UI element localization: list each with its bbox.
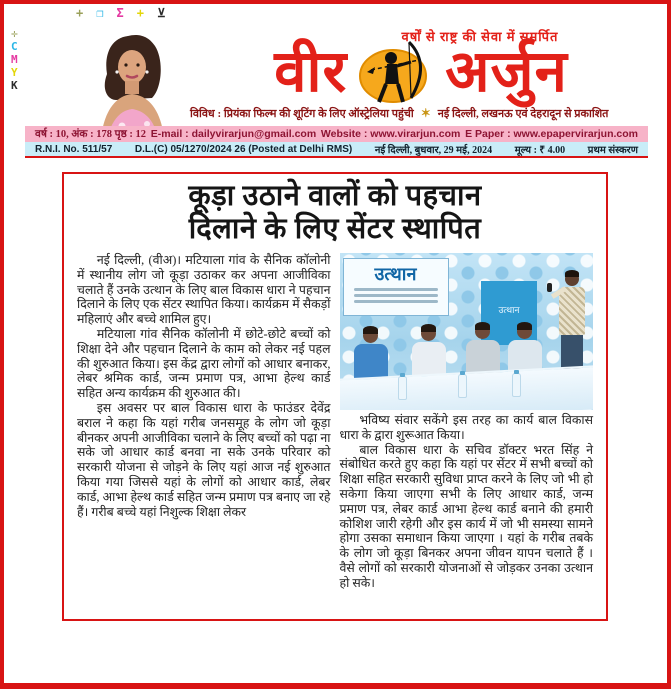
print-registration-marks-top [76,6,166,20]
yellow-mark-icon: + [136,6,144,20]
article-column-right [340,253,594,591]
paragraph: इस अवसर पर बाल विकास धारा के फाउंडर देवेंद्र बराल ने कहा कि यहां गरीब जनसमूह के लोग जो कूड़ा बीनकर अपनी आजीविका चलाने के लिए बच्चों को पढ़ा ना सके जो आधार कार्ड बनवा ना सके उनके परिवार को सरकारी योजना से जोड़ने के लिए यहां आज नई शुरुआत किया गया जिससे यहां के लोगों को आधार कार्ड, लेबर कार्ड, आभा हेल्थ कार्ड सहित जन्म प्रमाण पत्र बनाए जा रहे हैं। गरीब बच्चे यहां निशुल्क शिक्षा लेकर [77,400,331,519]
issue-info-bar [25,126,648,142]
banner-text-line [354,300,438,303]
paragraph: बाल विकास धारा के सचिव डॉक्टर भरत सिंह ने संबोधित करते हुए कहा कि यहां पर सेंटर में सभी बच्चों को शिक्षा सहित सरकारी सुविधा प्राप्त करने के लिए जो भी हो सकेगा किया जाएगा सभी के लिए आधार कार्ड, जन्म प्रमाण पत्र, लेबर कार्ड आभा हेल्थ कार्ड बनाने की हमारी कोशिश जारी रहेगी और इस कार्य में जो भी समस्या सामने होगा उसका समाधान किया जाएगा । यहां के गरीब तबके के लोग जो कूड़ा बिनकर अपना जीवन यापन चलाते हैं । वैसे लोगों को सरकारी योजनाओं से जोड़कर उनका उत्थान हो सके। [339,442,593,590]
utthaan-banner [343,258,449,316]
masthead-tagline: वर्षों से राष्ट्र की सेवा में समर्पित [401,29,559,44]
person-head [517,324,532,339]
speaker-shirt [559,287,585,335]
article-clipping [62,172,608,621]
headline-line-1: कूड़ा उठाने वालों को पहचान [188,180,482,212]
person-head [363,328,378,343]
paragraph: भविष्य संवार सकेंगे इस तरह का कार्य बाल विकास धारा के द्वारा शुरूआत किया। [339,413,593,442]
magenta-mark-icon: Σ [116,6,124,20]
yellow-letter-mark: Y [11,66,18,79]
edition-text: प्रथम संस्करण [587,145,638,156]
speaker-pants [561,335,583,369]
speaker-head [565,272,579,286]
speaker-arm [551,286,567,299]
website-text: Website : www.virarjun.com [320,128,461,140]
water-bottle [458,374,467,398]
registration-mark-icon: + [76,6,84,20]
rni-number: R.N.I. No. 511/57 [35,143,113,155]
magenta-letter-mark: M [11,53,18,66]
subline-publication-cities: नई दिल्ली, लखनऊ एवं देहरादून से प्रकाशित [437,108,609,120]
headline-line-2: दिलाने के लिए सेंटर स्थापित [188,213,482,245]
side-board: उत्थान [481,281,537,345]
archer-logo-icon [353,36,439,108]
microphone-icon [547,283,552,292]
seated-person [412,326,446,376]
epaper-text: E Paper : www.epapervirarjun.com [465,128,638,140]
event-photo [340,253,594,410]
banner-text-line [354,288,438,291]
seated-person [466,324,500,374]
standing-speaker [555,272,589,376]
article-column-left [77,253,331,591]
email-text: E-mail : dailyvirarjun@gmail.com [150,128,317,140]
registration-info-bar [25,142,648,158]
person-torso [354,344,388,378]
price-text: मूल्य : ₹ 4.00 [514,145,566,156]
article-headline [77,180,593,246]
print-registration-marks-left [11,28,18,92]
banner-text-line [354,294,438,297]
black-letter-mark: K [11,79,18,92]
masthead-title-word-1: वीर [274,39,348,104]
person-torso [412,342,446,376]
masthead-title-word-2: अर्जुन [445,39,568,104]
article-body [77,253,593,591]
star-separator-icon: ✶ [420,106,431,120]
seated-person [354,328,388,378]
cyan-mark-icon: ❐ [96,6,104,20]
banner-title: उत्थान [374,264,417,284]
issue-volume-text: वर्ष : 10, अंक : 178 पृष्ठ : 12 [35,129,147,140]
person-head [421,326,436,341]
person-head [475,324,490,339]
seated-person [508,324,542,374]
subline-news-teaser: विविध : प्रियंका फिल्म की शूटिंग के लिए ऑस्ट्रेलिया पहुंची [190,108,414,120]
person-torso [466,340,500,374]
dl-number: D.L.(C) 05/1270/2024 26 (Posted at Delhi RMS) [134,143,353,155]
paragraph: मटियाला गांव सैनिक कॉलोनी में छोटे-छोटे बच्चों को शिक्षा देने और पहचान दिलाने के काम को लेकर नई पहल की शुरुआत किया। इस केंद्र द्वारा लोगों को आधार बनाकर, लेबर श्रमिक कार्ड, जन्म प्रमाण पत्र, आभा हेल्थ कार्ड सहित अन्य कार्यक्रम की शुरुआत की। [77,326,331,401]
black-mark-icon: ⊻ [156,6,166,20]
city-date-text: नई दिल्ली, बुधवार, 29 मई, 2024 [374,145,493,156]
water-bottle [398,376,407,400]
paragraph: नई दिल्ली, (वीअ)। मटियाला गांव के सैनिक कॉलोनी में स्थानीय लोग जो कूड़ा उठाकर कर अपना आजीविका चलाते हैं उनके उत्थान के लिए बाल विकास धारा ने पहचान दिलाने के लिए एक सेंटर स्थापित किया। कार्यक्रम में सैकड़ों महिलाएं और बच्चे शामिल हुए। [77,253,331,327]
water-bottle [512,373,521,397]
cyan-letter-mark: C [11,40,18,53]
masthead-subline [190,106,650,121]
masthead-title [195,36,647,108]
registration-mark-icon: ✛ [11,27,18,40]
